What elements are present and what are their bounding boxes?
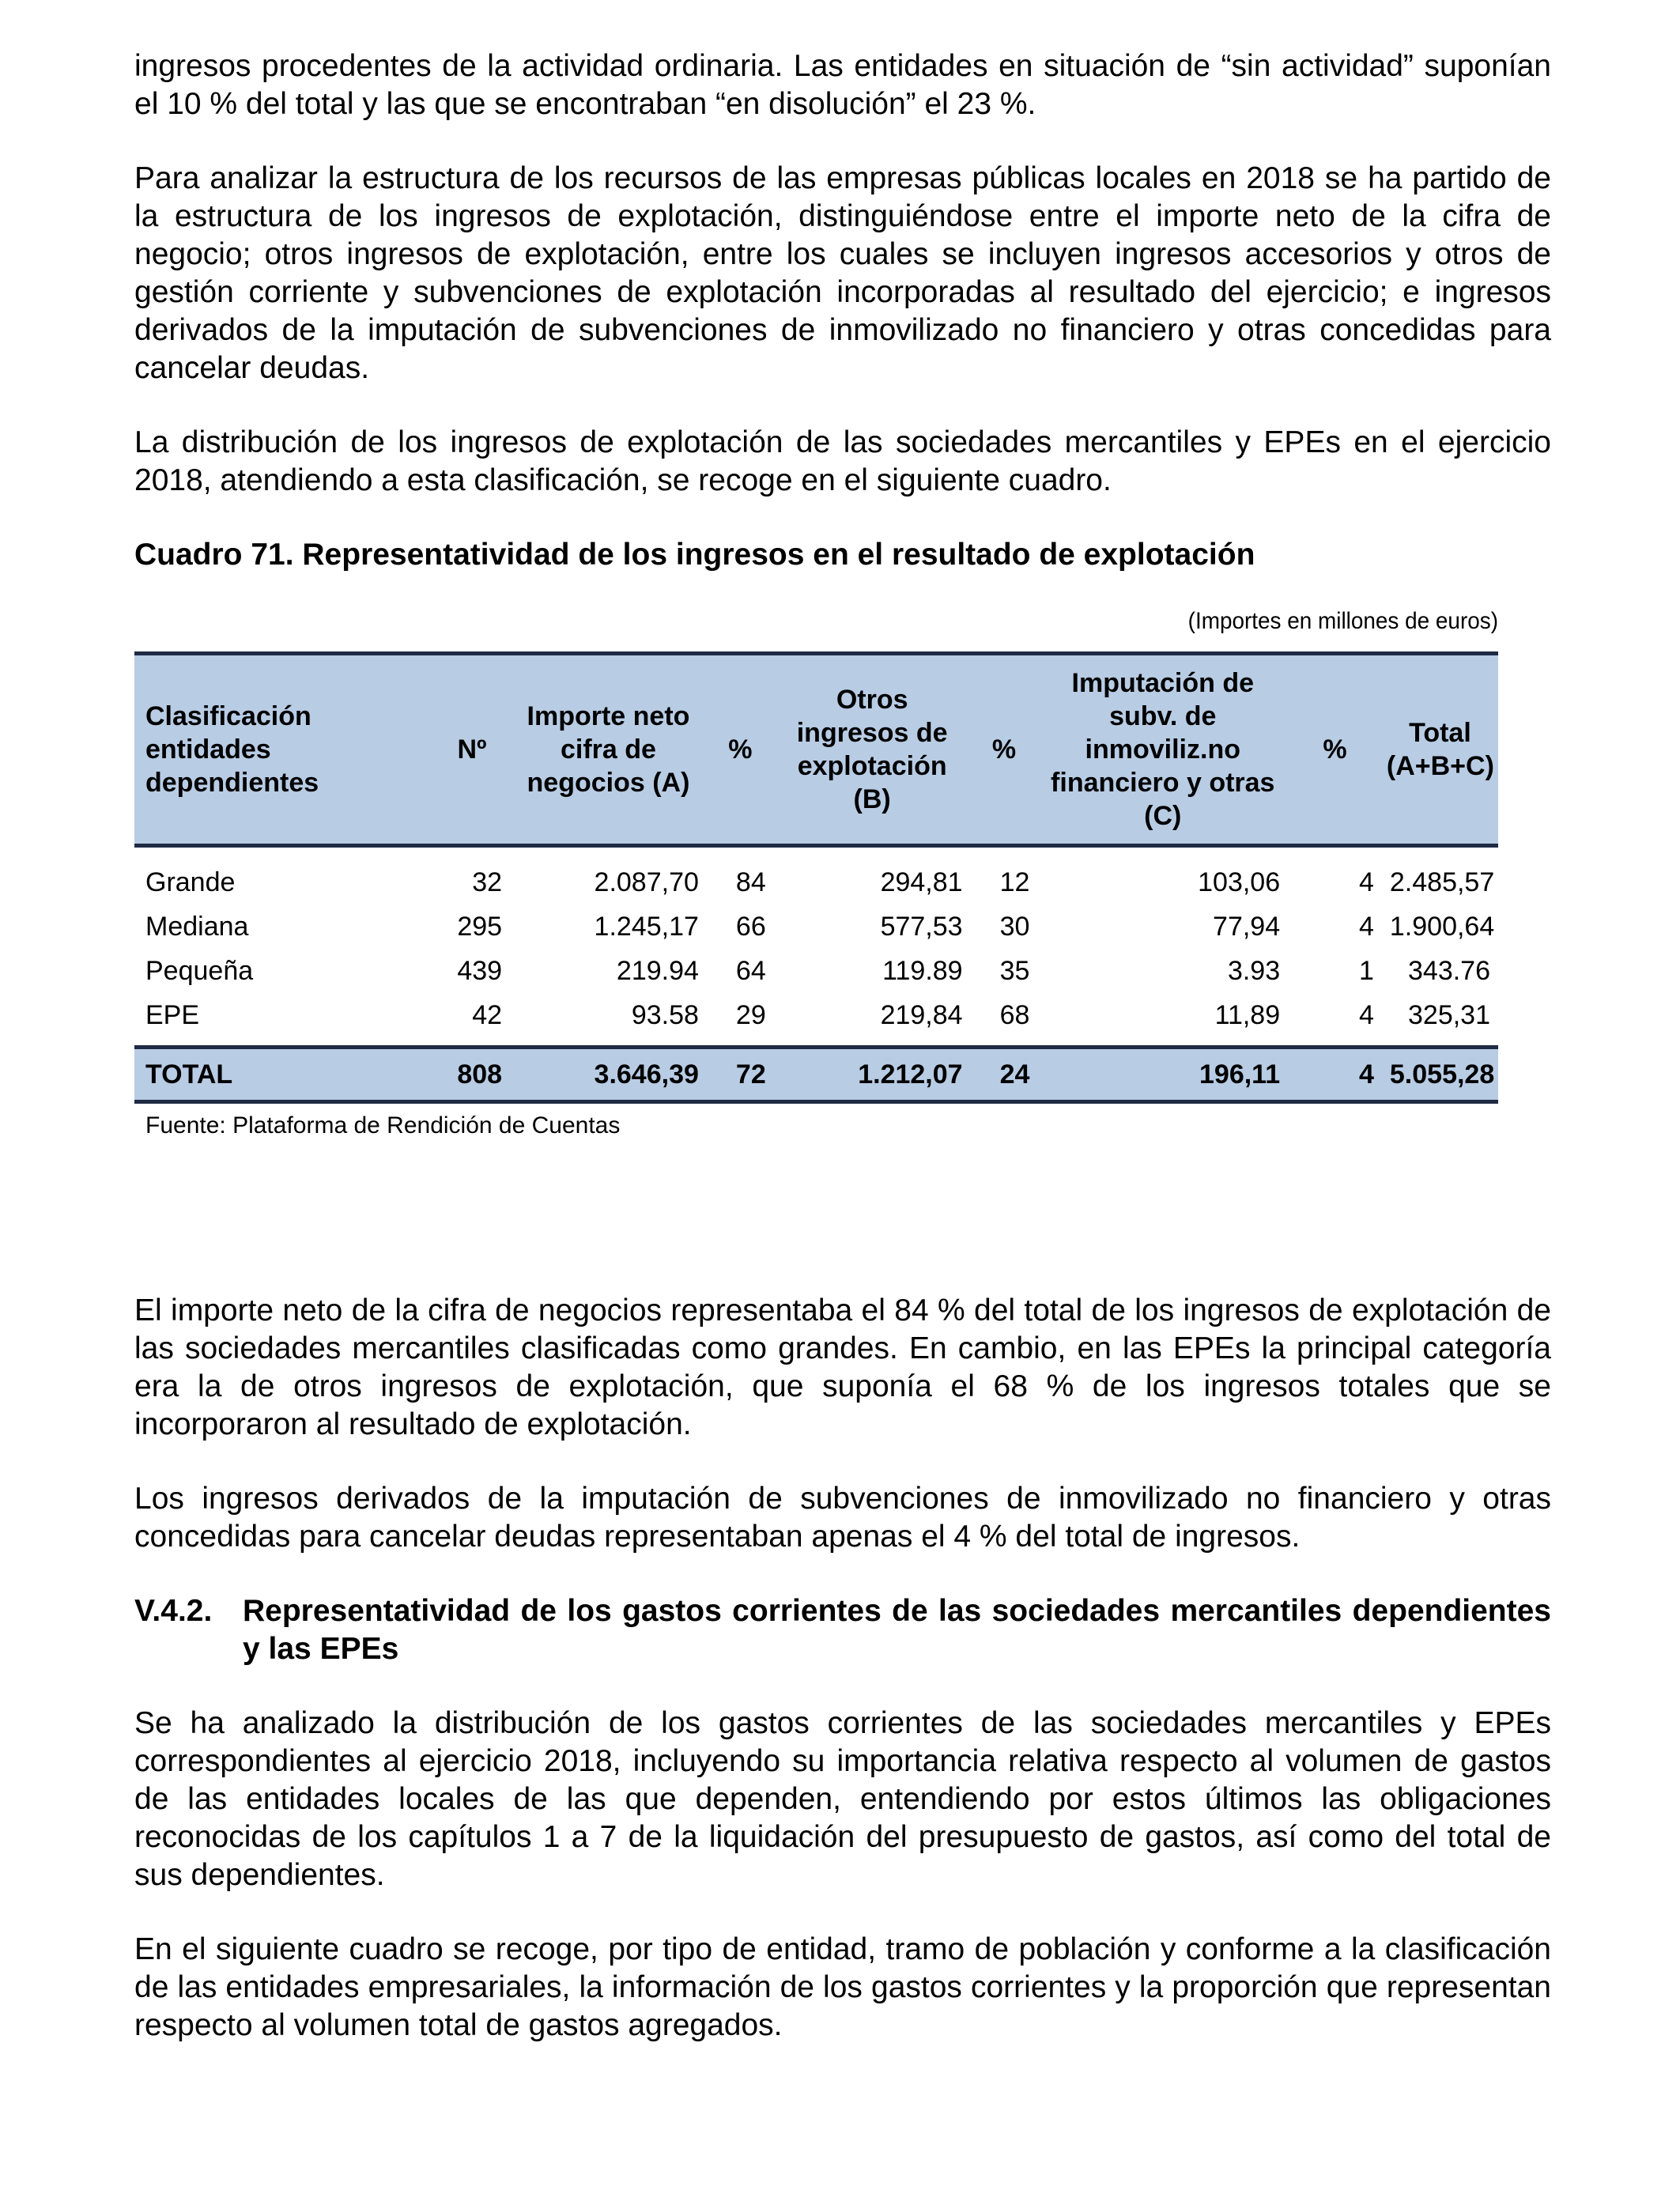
cell-total: 5.055,28 <box>1382 1048 1498 1102</box>
cell-n: 808 <box>434 1048 510 1102</box>
cell-pct-b: 68 <box>999 1000 1030 1030</box>
header-total: Total (A+B+C) <box>1382 654 1498 846</box>
cell-pct-c: 4 <box>1288 1048 1382 1102</box>
cell-pct-c: 4 <box>1358 867 1374 897</box>
paragraph: Para analizar la estructura de los recursos de las empresas públicas locales en 2018 se ha partido de la estructura de los ingresos de explotación, distinguiéndose entre el importe neto de la cifra de negocio; otros ingresos de explotación, entre los cuales se incluyen ingresos accesorios y otros de gestión corriente y subvenciones de explotación incorporadas al resultado del ejercicio; e ingresos derivados de la imputación de subvenciones de inmovilizado no financiero y otras concedidas para cancelar deudas. <box>134 161 1551 385</box>
cell-otros: 1.212,07 <box>774 1048 971 1102</box>
cell-importe: 93.58 <box>631 1000 699 1030</box>
header-pct-b: % <box>971 654 1038 846</box>
paragraph: El importe neto de la cifra de negocios representaba el 84 % del total de los ingresos de explotación de las sociedades mercantiles clasificadas como grandes. En cambio, en las EPEs la principal categoría era la de otros ingresos de explotación, que suponía el 68 % de los ingresos totales que se incorporaron al resultado de explotación. <box>134 1293 1551 1441</box>
income-table <box>134 651 1498 1104</box>
cell-name: Pequeña <box>145 956 254 986</box>
cell-pct-a: 29 <box>735 1000 766 1030</box>
header-pct-c: % <box>1288 654 1382 846</box>
cell-otros: 294,81 <box>880 867 963 897</box>
cell-imputacion: 3.93 <box>1227 956 1281 986</box>
header-otros: Otros ingresos de explotación (B) <box>774 654 971 846</box>
cell-pct-a: 84 <box>735 867 766 897</box>
cell-name: TOTAL <box>134 1048 434 1102</box>
section-number: V.4.2. <box>134 1594 213 1628</box>
cell-importe: 3.646,39 <box>510 1048 707 1102</box>
table-source: Fuente: Plataforma de Rendición de Cuentas <box>145 1112 621 1139</box>
table-header-row <box>134 654 1498 846</box>
cell-pct-a: 64 <box>735 956 766 986</box>
cell-n: 295 <box>457 912 503 942</box>
cell-n: 439 <box>457 956 503 986</box>
cell-total: 1.900,64 <box>1389 912 1495 942</box>
paragraph: En el siguiente cuadro se recoge, por tipo de entidad, tramo de población y conforme a la clasificación de las entidades empresariales, la información de los gastos corrientes y la proporción que representan respecto al volumen total de gastos agregados. <box>134 1932 1551 2042</box>
table-title: Cuadro 71. Representatividad de los ingresos en el resultado de explotación <box>134 538 1255 572</box>
cell-name: EPE <box>145 1000 200 1030</box>
cell-pct-a: 66 <box>735 912 766 942</box>
table-units-note: (Importes en millones de euros) <box>1187 608 1498 634</box>
header-clasificacion: Clasificación entidades dependientes <box>134 654 434 846</box>
document-page <box>134 47 1551 2081</box>
header-imputacion: Imputación de subv. de inmoviliz.no financiero y otras (C) <box>1037 654 1288 846</box>
cell-n: 42 <box>472 1000 503 1030</box>
header-n: Nº <box>434 654 510 846</box>
cell-importe: 1.245,17 <box>594 912 699 942</box>
cell-importe: 2.087,70 <box>594 867 699 897</box>
paragraph: ingresos procedentes de la actividad ordinaria. Las entidades en situación de “sin actividad” suponían el 10 % del total y las que se encontraban “en disolución” el 23 %. <box>134 49 1551 121</box>
cell-name: Grande <box>145 867 236 897</box>
cell-pct-c: 1 <box>1358 956 1374 986</box>
cell-pct-b: 12 <box>999 867 1030 897</box>
section-heading <box>134 1592 1551 1668</box>
cell-total: 343.76 <box>1408 956 1490 986</box>
cell-otros: 219,84 <box>880 1000 963 1030</box>
cell-imputacion: 77,94 <box>1213 912 1281 942</box>
paragraph: Los ingresos derivados de la imputación de subvenciones de inmovilizado no financiero y otras concedidas para cancelar deudas representaban apenas el 4 % del total de ingresos. <box>134 1482 1551 1554</box>
cell-n: 32 <box>472 867 503 897</box>
header-importe: Importe neto cifra de negocios (A) <box>510 654 707 846</box>
spacer <box>134 1142 1551 1292</box>
paragraph: La distribución de los ingresos de explotación de las sociedades mercantiles y EPEs en el ejercicio 2018, atendiendo a esta clasificación, se recoge en el siguiente cuadro. <box>134 425 1551 497</box>
cell-otros: 119.89 <box>882 956 963 986</box>
cell-imputacion: 103,06 <box>1198 867 1281 897</box>
cell-otros: 577,53 <box>880 912 963 942</box>
cell-pct-b: 24 <box>971 1048 1038 1102</box>
paragraph: Se ha analizado la distribución de los gastos corrientes de las sociedades mercantiles y EPEs correspondientes al ejercicio 2018, incluyendo su importancia relativa respecto al volumen de gastos de las entidades locales de las que dependen, entendiendo por estos últimos las obligaciones reconocidas de los capítulos 1 a 7 de la liquidación del presupuesto de gastos, así como del total de sus dependientes. <box>134 1706 1551 1892</box>
cell-pct-c: 4 <box>1358 1000 1374 1030</box>
cell-imputacion: 11,89 <box>1214 1000 1281 1030</box>
table-row <box>134 904 1498 949</box>
table-row <box>134 949 1498 993</box>
cell-pct-b: 30 <box>999 912 1030 942</box>
cell-pct-a: 72 <box>707 1048 774 1102</box>
header-pct-a: % <box>707 654 774 846</box>
cell-total: 325,31 <box>1408 1000 1490 1030</box>
cell-imputacion: 196,11 <box>1037 1048 1288 1102</box>
table-row <box>134 846 1498 905</box>
table-row <box>134 993 1498 1048</box>
section-title: Representatividad de los gastos corrientes de las sociedades mercantiles dependientes y las EPEs <box>243 1594 1551 1666</box>
cell-pct-b: 35 <box>999 956 1030 986</box>
cell-name: Mediana <box>145 912 249 942</box>
table-total-row <box>134 1048 1498 1102</box>
cell-total: 2.485,57 <box>1389 867 1495 897</box>
cell-importe: 219.94 <box>616 956 699 986</box>
cell-pct-c: 4 <box>1358 912 1374 942</box>
